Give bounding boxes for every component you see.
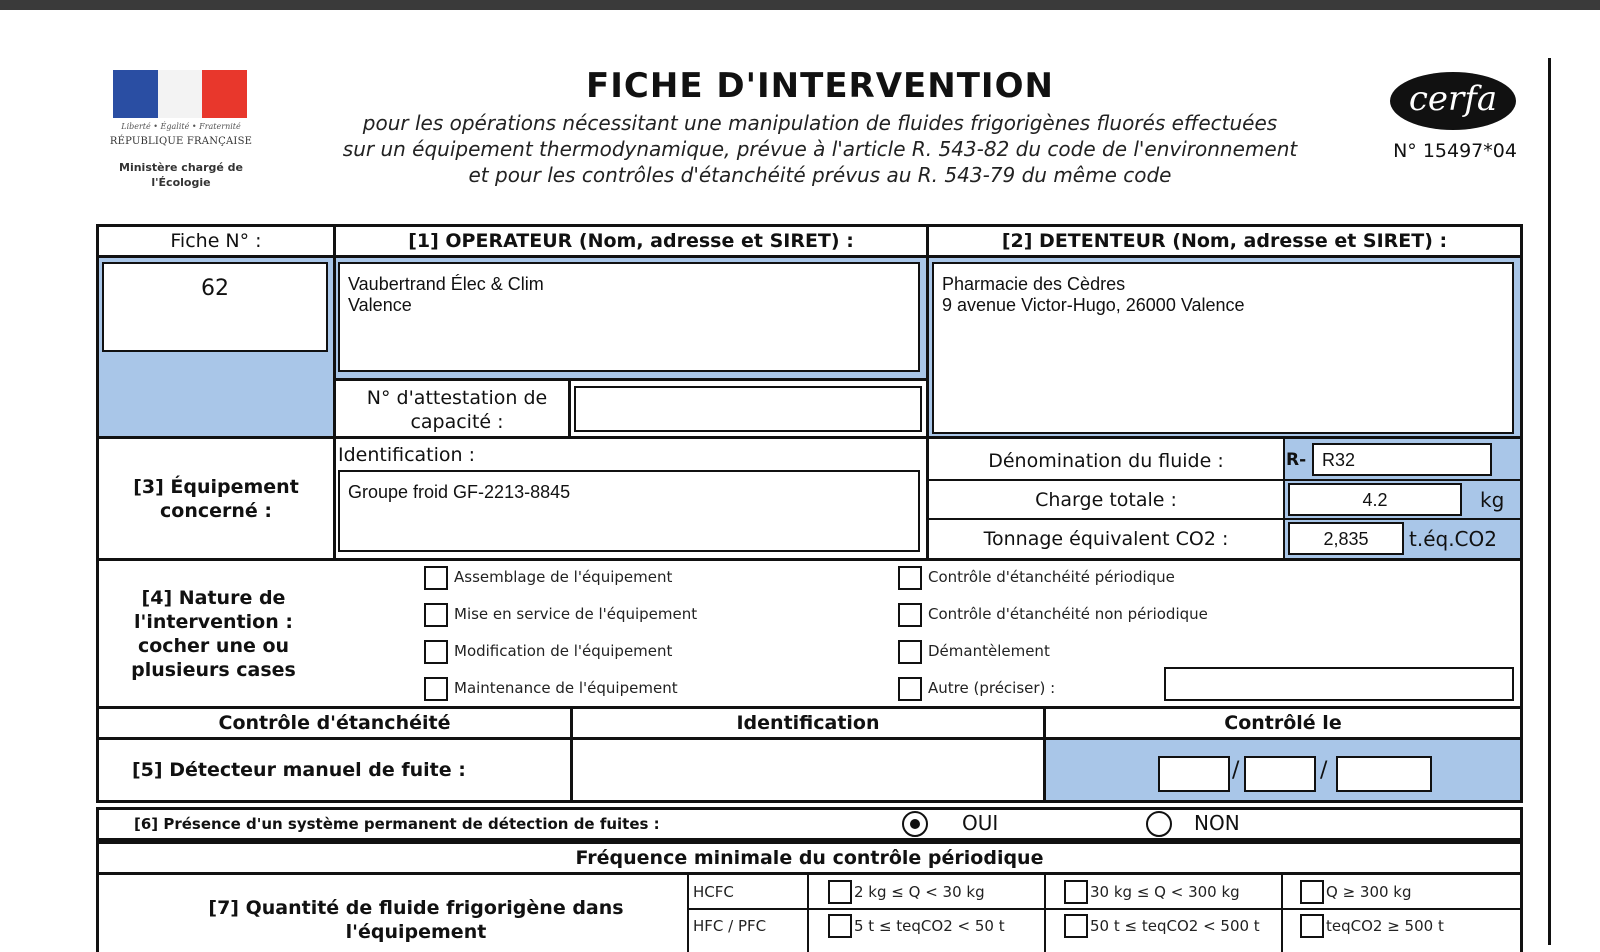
checkbox-hfc-2[interactable]: [1064, 914, 1088, 938]
checkbox-hcfc-2[interactable]: [1064, 880, 1088, 904]
window-top-bar: [0, 0, 1600, 10]
option-autre: Autre (préciser) :: [928, 679, 1056, 697]
controlled-on-label: Contrôlé le: [1224, 712, 1342, 734]
date-year-field[interactable]: [1336, 756, 1432, 792]
quantity-label: [7] Quantité de fluide frigorigène dans l'équipement: [208, 897, 624, 943]
leak-control-label: Contrôle d'étanchéité: [218, 712, 451, 734]
checkbox-assemblage[interactable]: [424, 566, 448, 590]
checkbox-modification[interactable]: [424, 640, 448, 664]
operator-field[interactable]: Vaubertrand Élec & Clim Valence: [338, 262, 920, 372]
republic-text: RÉPUBLIQUE FRANÇAISE: [109, 136, 253, 147]
frequency-header: [96, 841, 1523, 875]
divider: [1281, 872, 1283, 952]
checkbox-controle-non-periodique[interactable]: [898, 603, 922, 627]
hcfc-label: HCFC: [693, 883, 734, 901]
oui-label: OUI: [962, 811, 999, 835]
marianne-logo: [108, 70, 253, 200]
ministry-text: Ministère chargé de l'Écologie: [119, 161, 243, 189]
hcfc-option-1: 2 kg ≤ Q < 30 kg: [854, 883, 985, 901]
option-demantelement: Démantèlement: [928, 642, 1050, 660]
option-controle-non-periodique: Contrôle d'étanchéité non périodique: [928, 605, 1208, 623]
checkbox-hcfc-3[interactable]: [1300, 880, 1324, 904]
fiche-number-field[interactable]: 62: [102, 262, 328, 352]
divider: [687, 872, 689, 952]
checkbox-mise-en-service[interactable]: [424, 603, 448, 627]
radio-non[interactable]: [1146, 811, 1172, 837]
controlled-on-header: [1043, 706, 1523, 740]
date-day-field[interactable]: [1158, 756, 1230, 792]
non-label: NON: [1194, 811, 1240, 835]
operator-header: [333, 224, 929, 258]
radio-oui[interactable]: [902, 811, 928, 837]
identification-label: Identification :: [338, 444, 476, 466]
charge-unit: kg: [1480, 488, 1505, 512]
option-controle-periodique: Contrôle d'étanchéité périodique: [928, 568, 1175, 586]
option-maintenance: Maintenance de l'équipement: [454, 679, 678, 697]
operator-label: [1] OPERATEUR (Nom, adresse et SIRET) :: [408, 230, 854, 252]
cerfa-number: N° 15497*04: [1393, 140, 1517, 162]
form-subtitle: pour les opérations nécessitant une manipulation de fluides frigorigènes fluorés effectuées sur un équipement thermodynamique, prévue à l'article R. 543-82 du code de l'environnement et pour les contrôles d'étanchéité prévus au R. 543-79 du même code: [342, 111, 1298, 187]
option-assemblage: Assemblage de l'équipement: [454, 568, 673, 586]
fluid-prefix: R-: [1286, 450, 1307, 470]
attestation-label: N° d'attestation de capacité :: [366, 387, 548, 433]
fiche-number-header: [96, 224, 336, 258]
co2-field[interactable]: 2,835: [1288, 522, 1404, 555]
hfc-option-3: teqCO2 ≥ 500 t: [1326, 917, 1444, 935]
checkbox-hfc-3[interactable]: [1300, 914, 1324, 938]
detenteur-field[interactable]: Pharmacie des Cèdres 9 avenue Victor-Hugo, 26000 Valence: [932, 262, 1514, 434]
detector-label: [5] Détecteur manuel de fuite :: [132, 759, 466, 781]
french-flag-icon: [113, 70, 247, 118]
leak-identification-header: [570, 706, 1046, 740]
attestation-field[interactable]: [574, 386, 922, 432]
hfc-option-1: 5 t ≤ teqCO2 < 50 t: [854, 917, 1005, 935]
option-modification: Modification de l'équipement: [454, 642, 673, 660]
co2-label: Tonnage équivalent CO2 :: [983, 528, 1229, 550]
divider: [1044, 872, 1046, 952]
nature-label: [4] Nature de l'intervention : cocher une ou plusieurs cases: [131, 587, 296, 681]
fiche-number-label: Fiche N° :: [170, 230, 262, 252]
cerfa-logo: cerfa: [1390, 72, 1516, 130]
fluid-label: Dénomination du fluide :: [988, 450, 1224, 472]
divider: [687, 908, 1523, 910]
date-separator: /: [1232, 758, 1240, 783]
autre-field[interactable]: [1164, 667, 1514, 701]
checkbox-demantelement[interactable]: [898, 640, 922, 664]
equipment-label: [3] Équipement concerné :: [133, 476, 299, 522]
divider: [1283, 439, 1285, 558]
date-separator: /: [1320, 758, 1328, 783]
devise-text: Liberté • Égalité • Fraternité: [121, 122, 241, 131]
charge-field[interactable]: 4.2: [1288, 483, 1462, 516]
checkbox-hcfc-1[interactable]: [828, 880, 852, 904]
checkbox-controle-periodique[interactable]: [898, 566, 922, 590]
hfc-option-2: 50 t ≤ teqCO2 < 500 t: [1090, 917, 1260, 935]
detenteur-label: [2] DETENTEUR (Nom, adresse et SIRET) :: [1001, 230, 1448, 252]
leak-control-header: [96, 706, 573, 740]
hcfc-option-2: 30 kg ≤ Q < 300 kg: [1090, 883, 1240, 901]
co2-unit: t.éq.CO2: [1409, 527, 1497, 551]
frequency-label: Fréquence minimale du contrôle périodique: [575, 847, 1044, 869]
hfc-label: HFC / PFC: [693, 917, 767, 935]
hcfc-option-3: Q ≥ 300 kg: [1326, 883, 1412, 901]
charge-label: Charge totale :: [1035, 489, 1177, 511]
leak-identification-label: Identification: [736, 712, 880, 734]
option-mise-en-service: Mise en service de l'équipement: [454, 605, 698, 623]
detector-identification-field[interactable]: [570, 737, 1046, 803]
fluid-field[interactable]: R32: [1312, 443, 1492, 476]
presence-label: [6] Présence d'un système permanent de détection de fuites :: [134, 815, 660, 833]
form-title: FICHE D'INTERVENTION: [586, 66, 1054, 106]
checkbox-hfc-1[interactable]: [828, 914, 852, 938]
detenteur-header: [926, 224, 1523, 258]
checkbox-maintenance[interactable]: [424, 677, 448, 701]
date-month-field[interactable]: [1244, 756, 1316, 792]
checkbox-autre[interactable]: [898, 677, 922, 701]
divider: [807, 872, 809, 952]
identification-field[interactable]: Groupe froid GF-2213-8845: [338, 470, 920, 552]
intervention-form: [96, 224, 1549, 945]
